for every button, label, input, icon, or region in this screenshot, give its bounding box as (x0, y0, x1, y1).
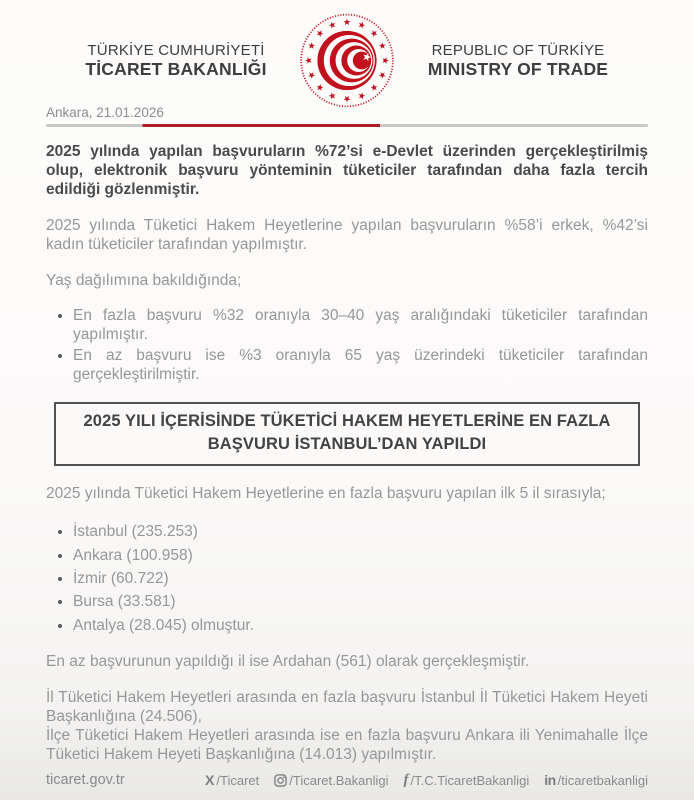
list-item: • Ankara (100.958) (73, 545, 648, 566)
social-link-instagram[interactable] (274, 773, 388, 788)
instagram-icon (274, 774, 287, 787)
social-links (205, 773, 648, 788)
social-handle: /T.C.TicaretBakanligi (410, 772, 530, 788)
social-link-facebook[interactable] (403, 773, 529, 788)
facebook-icon: f (403, 771, 409, 788)
org-tr-line1: TÜRKİYE CUMHURİYETİ (87, 41, 265, 59)
headline-box: 2025 YILI İÇERİSİNDE TÜKETİCİ HAKEM HEYETLERİNE EN FAZLA BAŞVURU İSTANBUL’DAN YAPILDI (54, 402, 640, 466)
org-en-line1: REPUBLIC OF TÜRKİYE (431, 41, 605, 59)
header (0, 0, 694, 109)
list-item: • En az başvuru ise %3 oranıyla 65 yaş üzerindeki tüketiciler tarafından gerçekleştirilmiştir. (73, 347, 648, 385)
list-item: • Bursa (33.581) (73, 591, 648, 612)
list-item: • İstanbul (235.253) (73, 521, 648, 542)
social-link-x[interactable] (205, 773, 259, 788)
social-link-linkedin[interactable] (544, 773, 648, 788)
org-name-turkish (65, 42, 287, 79)
age-bullet-list (46, 307, 648, 385)
paragraph-district-boards: İlçe Tüketici Hakem Heyetleri arasında ise en fazla başvuru Ankara ili Yenimahalle İlçe Tüketici Hakem Heyeti Başkanlığına (14.013) yapılmıştır. (46, 726, 648, 763)
linkedin-icon: in (544, 772, 556, 788)
list-item: • Antalya (28.045) olmuştur. (73, 615, 648, 636)
city-bullet-list (46, 521, 648, 636)
paragraph-edevlet: 2025 yılında yapılan başvuruların %72’si e-Devlet üzerinden gerçekleştirilmiş olup, elektronik başvuru yönteminin tüketiciler tarafından daha fazla tercih edildiği gözlenmiştir. (46, 143, 648, 198)
dateline: Ankara, 21.01.2026 (46, 105, 164, 120)
paragraph-top5-intro: 2025 yılında Tüketici Hakem Heyetlerine en fazla başvuru yapılan ilk 5 il sırasıyla; (46, 485, 606, 503)
paragraph-gender: 2025 yılında Tüketici Hakem Heyetlerine yapılan başvuruların %58’i erkek, %42’si kadın tüketiciler tarafından yapılmıştır. (46, 216, 648, 253)
org-name-english (407, 42, 629, 79)
social-handle: /Ticaret (216, 772, 260, 788)
paragraph-least-province: En az başvurunun yapıldığı il ise Ardahan (561) olarak gerçekleşmiştir. (46, 653, 530, 671)
website-link[interactable]: ticaret.gov.tr (46, 772, 125, 788)
list-item: • En fazla başvuru %32 oranıyla 30–40 yaş aralığındaki tüketiciler tarafından yapılmıştır. (73, 307, 648, 345)
social-handle: /ticaretbakanligi (557, 772, 648, 788)
list-item: • İzmir (60.722) (73, 568, 648, 589)
press-release-body (0, 127, 694, 765)
x-twitter-icon: X (205, 772, 215, 788)
paragraph-provincial-boards: İl Tüketici Hakem Heyetleri arasında en fazla başvuru İstanbul İl Tüketici Hakem Heyeti Başkanlığına (24.506), (46, 688, 648, 725)
org-en-line2: MINISTRY OF TRADE (427, 59, 609, 80)
paragraph-age-intro: Yaş dağılımına bakıldığında; (46, 271, 242, 289)
ministry-of-trade-emblem-icon (297, 12, 397, 109)
org-tr-line2: TİCARET BAKANLIĞI (85, 59, 267, 80)
social-handle: /Ticaret.Bakanligi (289, 772, 389, 788)
footer (0, 772, 694, 788)
